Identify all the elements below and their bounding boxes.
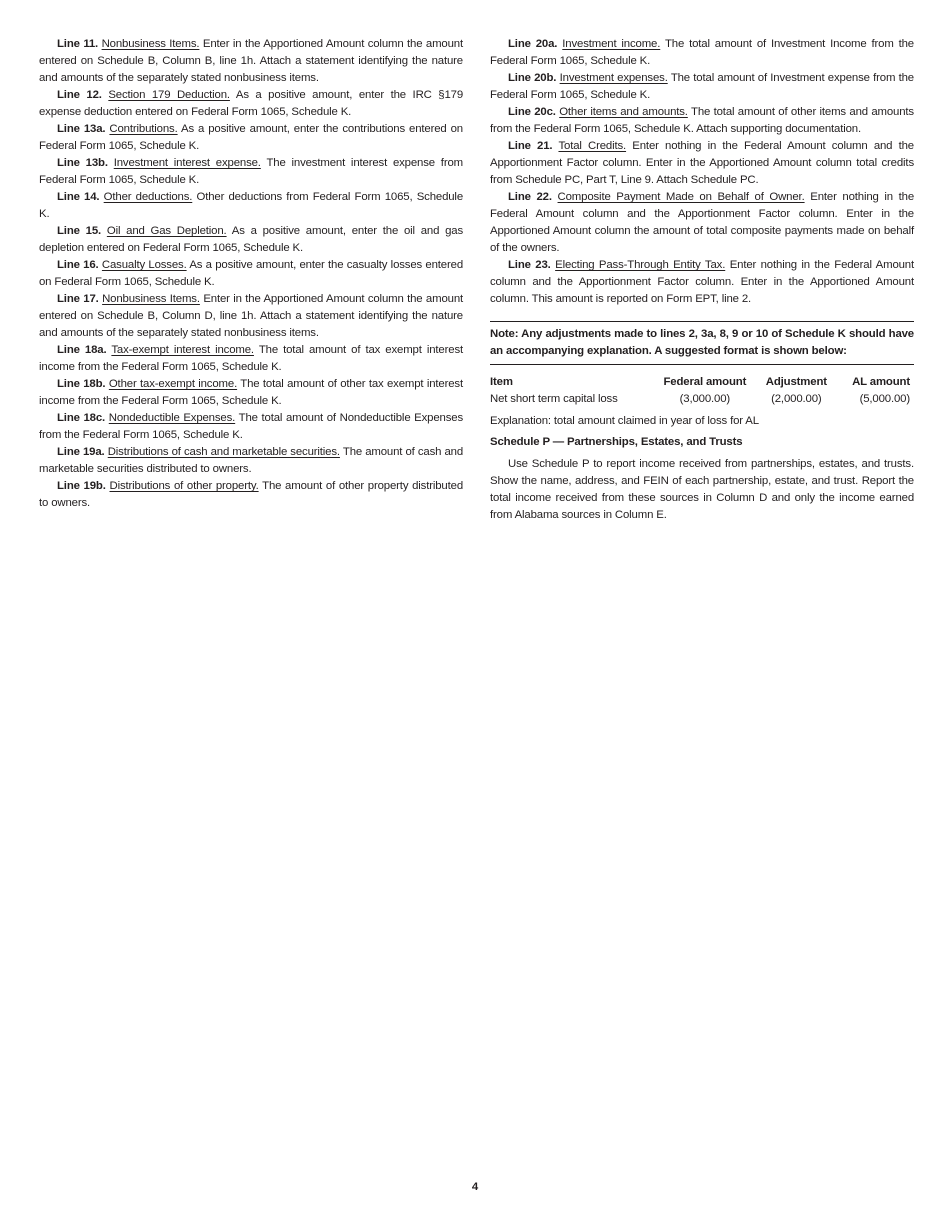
line-description: The total amount of Nondeductible Expenses from the Federal Form 1065, Schedule K. [39,412,464,441]
line-title: Nondeductible Expenses. [108,412,236,424]
schedule-p-instructions: Use Schedule P to report income received from partnerships, estates, and trusts. Show the name, address, and FEIN of each partnership, estate, and trust. Report the total income received from these sources in Column D and only the income earned from Alabama sources in Column E. [490,458,914,521]
column-header-adjustment: Adjustment [765,376,827,388]
line-description: Enter nothing in the Federal Amount column and the Apportionment Factor column. Enter in the Apportioned Amount column the amount of total composite payments made on behalf of the owners. [490,191,915,254]
cell-al-amount: (5,000.00) [859,393,910,405]
line-title: Composite Payment Made on Behalf of Owner. [557,191,805,203]
adjustment-note: Note: Any adjustments made to lines 2, 3a, 8, 9 or 10 of Schedule K should have an accompanying explanation. A suggested format is shown below: [490,321,914,365]
line-title: Other deductions. [103,191,193,203]
line-number: Line 22. [508,191,552,203]
line-number: Line 20c. [508,106,556,118]
line-description: The amount of cash and marketable securities distributed to owners. [39,446,464,475]
line-number: Line 18b. [57,378,106,390]
table-row [490,391,914,408]
line-item [39,410,463,444]
line-title: Distributions of cash and marketable securities. [107,446,340,458]
line-title: Investment expenses. [559,72,668,84]
line-title: Nonbusiness Items. [102,293,200,305]
line-item [490,257,914,308]
line-title: Other tax-exempt income. [108,378,238,390]
line-title: Section 179 Deduction. [108,89,230,101]
line-description: Enter nothing in the Federal Amount column and the Apportionment Factor column. Enter in the Apportioned Amount column total credits from Schedule PC, Part T, Line 9. Attach Schedule PC. [490,140,914,186]
line-description: The total amount of Investment expense from the Federal Form 1065, Schedule K. [490,72,914,101]
line-description: The total amount of Investment Income from the Federal Form 1065, Schedule K. [490,38,914,67]
line-description: Other deductions from Federal Form 1065, Schedule K. [39,191,464,220]
column-header-al-amount: AL amount [852,376,910,388]
right-line-items [490,36,914,308]
column-header-federal-amount: Federal amount [663,376,747,388]
line-title: Nonbusiness Items. [101,38,200,50]
line-item [39,444,463,478]
line-item [39,155,463,189]
line-number: Line 19a. [57,446,105,458]
line-number: Line 13a. [57,123,106,135]
line-description: As a positive amount, enter the contributions entered on Federal Form 1065, Schedule K. [39,123,463,152]
line-description: Enter in the Apportioned Amount column the amount entered on Schedule B, Column B, line 1h. Attach a statement identifying the nature and amounts of the separately stated nonbusiness items. [39,38,463,84]
line-item [39,376,463,410]
line-description: The total amount of other tax exempt interest income from the Federal Form 1065, Schedule K. [39,378,463,407]
line-item [39,223,463,257]
line-number: Line 19b. [57,480,106,492]
line-title: Investment income. [562,38,661,50]
line-title: Oil and Gas Depletion. [106,225,227,237]
line-description: As a positive amount, enter the IRC §179 expense deduction entered on Federal Form 1065, Schedule K. [39,89,464,118]
line-description: Enter in the Apportioned Amount column the amount entered on Schedule B, Column D, line 1h. Attach a statement identifying the nature and amounts of the separately stated nonbusiness items. [39,293,464,339]
line-item [39,342,463,376]
line-description: As a positive amount, enter the casualty losses entered on Federal Form 1065, Schedule K. [39,259,464,288]
line-description: As a positive amount, enter the oil and gas depletion entered on Federal Form 1065, Schedule K. [39,225,464,254]
line-item [490,104,914,138]
line-number: Line 15. [57,225,102,237]
example-explanation: Explanation: total amount claimed in year of loss for AL [490,415,759,427]
cell-adjustment: (2,000.00) [771,393,822,405]
line-description: The total amount of other items and amounts from the Federal Form 1065, Schedule K. Attach supporting documentation. [490,106,914,135]
line-number: Line 18c. [57,412,106,424]
line-item [490,36,914,70]
line-number: Line 21. [508,140,553,152]
line-title: Casualty Losses. [101,259,187,271]
line-item [490,138,914,189]
line-number: Line 20a. [508,38,558,50]
page-number: 4 [471,1181,479,1193]
line-description: The total amount of tax exempt interest income from the Federal Form 1065, Schedule K. [39,344,464,373]
line-title: Electing Pass-Through Entity Tax. [555,259,726,271]
line-number: Line 13b. [57,157,108,169]
line-number: Line 12. [57,89,102,101]
column-header-item: Item [490,376,513,388]
line-description: Enter nothing in the Federal Amount column and the Apportionment Factor column. Enter in the Apportioned Amount column. This amount is reported on Form EPT, line 2. [490,259,915,305]
line-item [39,478,463,512]
line-description: The amount of other property distributed to owners. [39,480,464,509]
example-table-header-row [490,374,914,391]
line-item [490,189,914,257]
line-item [39,291,463,342]
example-adjustment-table [490,374,914,408]
line-title: Investment interest expense. [113,157,261,169]
line-number: Line 18a. [57,344,107,356]
line-title: Total Credits. [558,140,627,152]
cell-item: Net short term capital loss [490,393,618,405]
line-item [39,257,463,291]
line-item [39,121,463,155]
right-column [490,36,914,524]
line-item [39,87,463,121]
line-title: Contributions. [109,123,178,135]
line-item [39,36,463,87]
left-column [39,36,463,512]
schedule-p-heading: Schedule P — Partnerships, Estates, and Trusts [490,436,743,448]
line-title: Distributions of other property. [109,480,259,492]
line-number: Line 17. [57,293,99,305]
cell-federal-amount: (3,000.00) [679,393,731,405]
line-title: Other items and amounts. [559,106,688,118]
line-title: Tax-exempt interest income. [111,344,254,356]
line-item [490,70,914,104]
line-description: The investment interest expense from Federal Form 1065, Schedule K. [39,157,463,186]
line-number: Line 11. [57,38,99,50]
line-item [39,189,463,223]
line-number: Line 23. [508,259,551,271]
line-number: Line 20b. [508,72,557,84]
line-number: Line 16. [57,259,99,271]
line-number: Line 14. [57,191,100,203]
